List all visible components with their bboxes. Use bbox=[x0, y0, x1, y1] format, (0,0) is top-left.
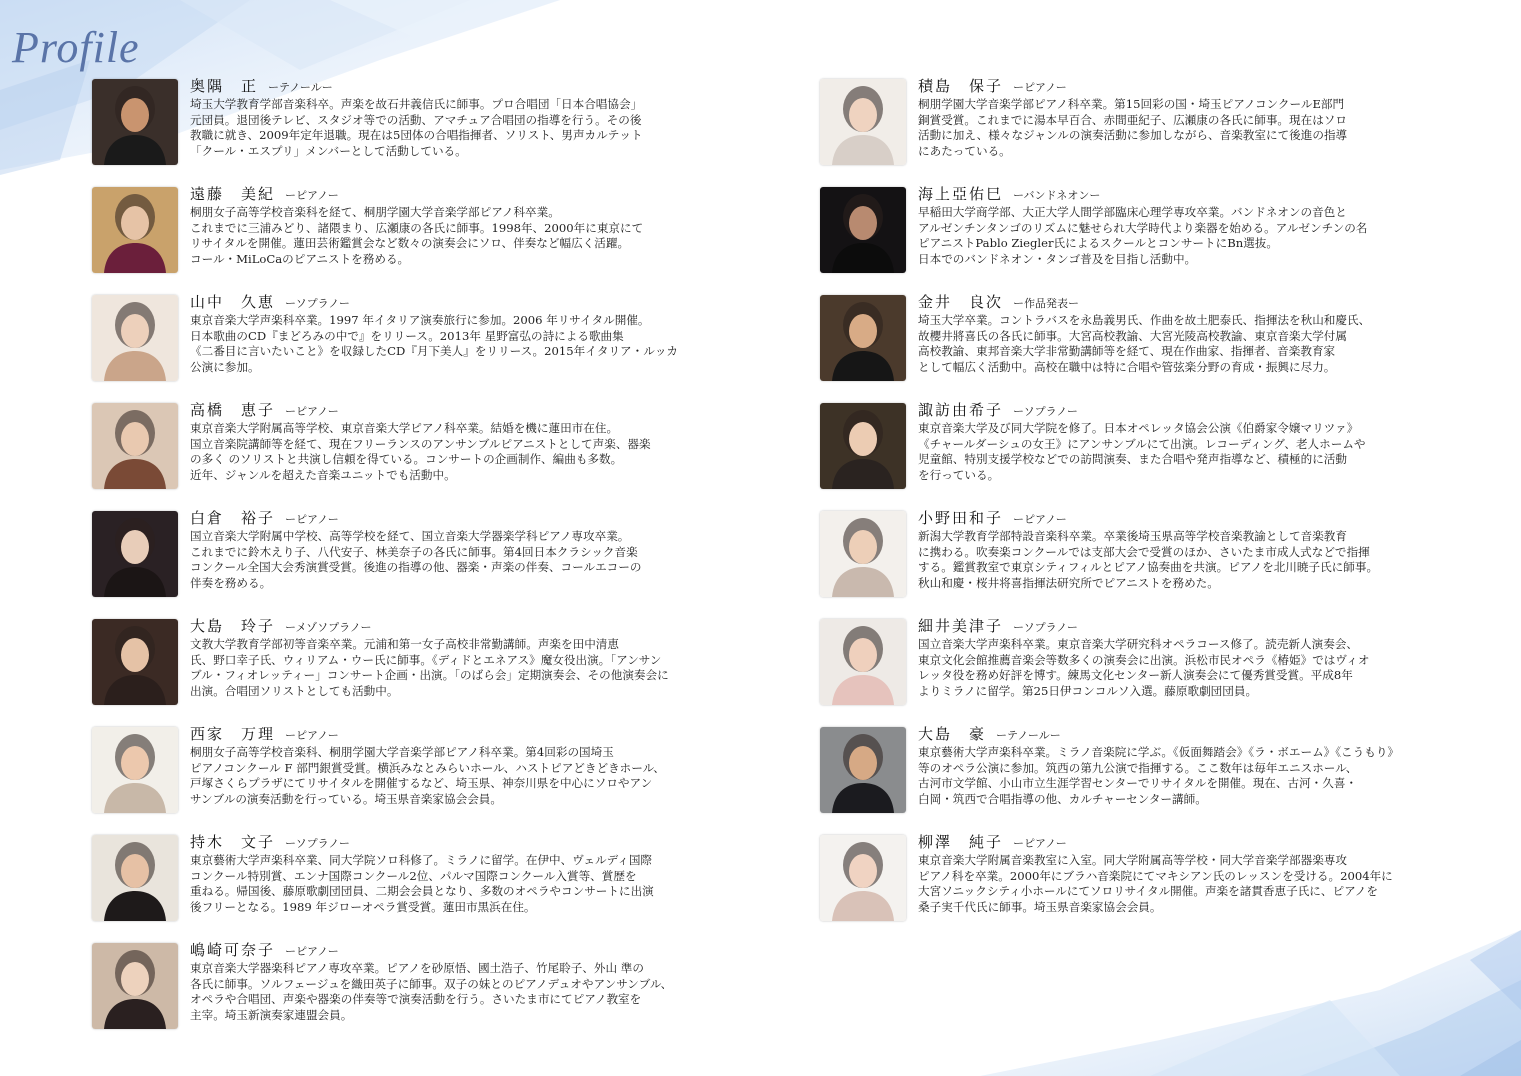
name-line bbox=[190, 615, 762, 637]
performer-name: 遠藤 美紀 bbox=[190, 185, 276, 203]
portrait-photo bbox=[92, 943, 178, 1029]
biography-line: アルゼンチンタンゴのリズムに魅せられ大学時代より楽器を始める。アルゼンチンの名 bbox=[918, 220, 1368, 235]
biography-line: 早稲田大学商学部、大正大学人間学部臨床心理学専攻卒業。バンドネオンの音色と bbox=[918, 205, 1347, 219]
performer-name: 高橋 恵子 bbox=[190, 401, 276, 419]
biography-line: 児童館、特別支援学校などでの訪問演奏、また合唱や発声指導など、積極的に活動 bbox=[918, 452, 1347, 466]
profile-info bbox=[918, 75, 1490, 159]
performer-role: ーピアノー bbox=[1013, 837, 1067, 850]
profile-card bbox=[92, 187, 762, 295]
portrait-photo bbox=[92, 403, 178, 489]
profile-card bbox=[92, 403, 762, 511]
performer-name: 積島 保子 bbox=[918, 77, 1004, 95]
biography-line: ピアノコンクール F 部門銀賞受賞。横浜みなとみらいホール、ハストピアどきどきホール、 bbox=[190, 760, 665, 775]
biography bbox=[918, 637, 1490, 699]
profile-info bbox=[918, 723, 1490, 807]
profile-info bbox=[190, 75, 762, 159]
portrait-photo bbox=[820, 187, 906, 273]
biography-line: 東京音楽大学器楽科ピアノ専攻卒業。ピアノを砂原悟、國土浩子、竹尾聆子、外山 準の bbox=[190, 961, 644, 975]
performer-name: 白倉 裕子 bbox=[190, 509, 276, 527]
profile-card bbox=[820, 187, 1490, 295]
biography-line: に携わる。吹奏楽コンクールでは支部大会で受賞のほか、さいたま市成人式などで指揮 bbox=[918, 544, 1370, 559]
profile-card bbox=[92, 511, 762, 619]
performer-name: 山中 久恵 bbox=[190, 293, 276, 311]
profile-info bbox=[190, 507, 762, 591]
biography-line: コンクール全国大会秀演賞受賞。後進の指導の他、器楽・声楽の伴奏、コールエコーの bbox=[190, 560, 642, 574]
biography-line: 東京音楽大学附属音楽教室に入室。同大学附属高等学校・同大学音楽学部器楽専攻 bbox=[918, 853, 1347, 867]
biography-line: リサイタルを開催。蓮田芸術鑑賞会など数々の演奏会にソロ、伴奏など幅広く活躍。 bbox=[190, 236, 630, 250]
biography-line: 桐朋女子高等学校音楽科、桐朋学園大学音楽学部ピアノ科卒業。第4回彩の国埼玉 bbox=[190, 745, 614, 759]
biography bbox=[190, 313, 762, 375]
profile-info bbox=[190, 183, 762, 267]
biography-line: 活動に加え、様々なジャンルの演奏活動に参加しながら、音楽教室にて後進の指導 bbox=[918, 128, 1348, 142]
name-line bbox=[918, 399, 1490, 421]
profile-card bbox=[820, 403, 1490, 511]
biography-line: 氏、野口幸子氏、ウィリアム・ウー氏に師事。《ディドとエネアス》魔女役出演。「アンサン bbox=[190, 652, 662, 667]
biography bbox=[190, 961, 762, 1023]
biography-line: として幅広く活動中。高校在職中は特に合唱や管弦楽分野の育成・振興に尽力。 bbox=[918, 359, 1336, 374]
biography-line: 国立音楽大学附属中学校、高等学校を経て、国立音楽大学器楽学科ピアノ専攻卒業。 bbox=[190, 529, 630, 543]
biography-line: サンブルの演奏活動を行っている。埼玉県音楽家協会会員。 bbox=[190, 791, 502, 806]
biography-line: 《二番目に言いたいこと》を収録したCD『月下美人』をリリース。2015年イタリア・ルッカ bbox=[190, 344, 679, 358]
profile-info bbox=[918, 399, 1490, 483]
name-line bbox=[190, 831, 762, 853]
biography bbox=[918, 853, 1490, 915]
performer-role: ーピアノー bbox=[285, 405, 339, 418]
portrait-photo bbox=[92, 79, 178, 165]
biography-line: 等のオペラ公演に参加。筑西の第九公演で指揮する。ここ数年は毎年エニスホール、 bbox=[918, 760, 1358, 775]
biography-line: 国立音楽大学声楽科卒業。東京音楽大学研究科オペラコース修了。読売新人演奏会、 bbox=[918, 637, 1358, 651]
biography-line: 桐朋学園大学音楽学部ピアノ科卒業。第15回彩の国・埼玉ピアノコンクールE部門 bbox=[918, 97, 1345, 111]
biography-line: 故櫻井將喜氏の各氏に師事。大宮高校教諭、大宮光陵高校教諭、東京音楽大学付属 bbox=[918, 328, 1347, 343]
biography-line: 戸塚さくらプラザにてリサイタルを開催するなど、埼玉県、神奈川県を中心にソロやアン bbox=[190, 776, 653, 790]
biography-line: 元団員。退団後テレビ、スタジオ等での活動、アマチュア合唱団の指導を行う。その後 bbox=[190, 112, 642, 127]
biography-line: 教職に就き、2009年定年退職。現在は5団体の合唱指揮者、ソリスト、男声カルテット bbox=[190, 128, 643, 142]
biography-line: ピアニストPablo Ziegler氏によるスクールとコンサートにBn選抜。 bbox=[918, 236, 1278, 250]
name-line bbox=[918, 507, 1490, 529]
biography-line: よりミラノに留学。第25日伊コンコルソ入選。藤原歌劇団団員。 bbox=[918, 683, 1258, 698]
name-line bbox=[918, 723, 1490, 745]
performer-name: 奥隅 正 bbox=[190, 77, 259, 95]
portrait-photo bbox=[92, 835, 178, 921]
performer-role: ーソプラノー bbox=[1013, 621, 1078, 634]
biography-line: 東京藝術大学声楽科卒業、同大学院ソロ科修了。ミラノに留学。在伊中、ヴェルディ国際 bbox=[190, 853, 653, 867]
biography-line: の多く のソリストと共演し信頼を得ている。コンサートの企画制作、編曲も多数。 bbox=[190, 452, 623, 466]
performer-name: 嶋崎可奈子 bbox=[190, 941, 276, 959]
biography-line: これまでに鈴木えり子、八代安子、林美奈子の各氏に師事。第4回日本クラシック音楽 bbox=[190, 544, 638, 559]
biography bbox=[190, 853, 762, 915]
profile-card bbox=[820, 511, 1490, 619]
biography-line: 東京音楽大学附属高等学校、東京音楽大学ピアノ科卒業。結婚を機に蓮田市在住。 bbox=[190, 421, 619, 435]
biography bbox=[190, 421, 762, 483]
profile-info bbox=[190, 939, 762, 1023]
biography bbox=[918, 421, 1490, 483]
left-profile-column bbox=[92, 79, 762, 1051]
name-line bbox=[190, 723, 762, 745]
biography-line: 各氏に師事。ソルフェージュを織田英子に師事。双子の妹とのピアノデュオやアンサンブル、 bbox=[190, 976, 673, 991]
portrait-photo bbox=[92, 511, 178, 597]
name-line bbox=[918, 183, 1490, 205]
page-heading: Profile bbox=[12, 23, 140, 72]
portrait-photo bbox=[820, 727, 906, 813]
name-line bbox=[190, 183, 762, 205]
profile-card bbox=[92, 835, 762, 943]
profile-card bbox=[92, 295, 762, 403]
performer-name: 西家 万理 bbox=[190, 725, 276, 743]
performer-role: ーテノールー bbox=[996, 729, 1061, 742]
biography-line: ピアノ科を卒業。2000年にブラハ音楽院にてマキシアン氏のレッスンを受ける。2004年に bbox=[918, 868, 1393, 883]
name-line bbox=[918, 291, 1490, 313]
name-line bbox=[190, 399, 762, 421]
performer-role: ーソプラノー bbox=[1013, 405, 1078, 418]
biography-line: オペラや合唱団、声楽や器楽の伴奏等で演奏活動を行う。さいたま市にてピアノ教室を bbox=[190, 992, 642, 1006]
biography bbox=[190, 529, 762, 591]
name-line bbox=[190, 507, 762, 529]
portrait-photo bbox=[820, 835, 906, 921]
portrait-photo bbox=[820, 403, 906, 489]
performer-name: 小野田和子 bbox=[918, 509, 1004, 527]
performer-role: ーバンドネオンー bbox=[1013, 189, 1101, 202]
biography-line: 日本でのバンドネオン・タンゴ普及を目指し活動中。 bbox=[918, 251, 1197, 266]
biography-line: 後フリーとなる。1989 年ジローオペラ賞受賞。蓮田市黒浜在住。 bbox=[190, 899, 536, 914]
biography-line: 伴奏を務める。 bbox=[190, 575, 272, 590]
biography-line: 古河市文学館、小山市立生涯学習センターでリサイタルを開催。現在、古河・久喜・ bbox=[918, 776, 1358, 790]
biography-line: 大宮ソニックシティ小ホールにてソロリサイタル開催。声楽を諸貫香恵子氏に、ピアノを bbox=[918, 884, 1378, 898]
biography bbox=[918, 205, 1490, 267]
profile-info bbox=[190, 399, 762, 483]
profile-card bbox=[820, 835, 1490, 943]
performer-role: ーピアノー bbox=[285, 189, 339, 202]
portrait-photo bbox=[820, 511, 906, 597]
biography-line: 《チャールダーシュの女王》にアンサンブルにて出演。レコーディング、老人ホームや bbox=[918, 436, 1366, 451]
biography-line: 「クール・エスプリ」メンバーとして活動している。 bbox=[190, 143, 467, 158]
biography-line: レッタ役を務め好評を博す。練馬文化センター新人演奏会にて優秀賞受賞。平成8年 bbox=[918, 668, 1353, 682]
biography bbox=[190, 637, 762, 699]
profile-info bbox=[190, 831, 762, 915]
performer-name: 細井美津子 bbox=[918, 617, 1004, 635]
biography-line: 埼玉大学卒業。コントラバスを永島義男氏、作曲を故土肥泰氏、指揮法を秋山和慶氏、 bbox=[918, 313, 1371, 327]
performer-name: 大島 玲子 bbox=[190, 617, 276, 635]
biography bbox=[918, 745, 1490, 807]
biography-line: を行っている。 bbox=[918, 467, 1000, 482]
biography-line: 公演に参加。 bbox=[190, 359, 260, 374]
biography-line: にあたっている。 bbox=[918, 143, 1011, 158]
biography-line: 桑子実千代氏に師事。埼玉県音楽家協会会員。 bbox=[918, 899, 1162, 914]
biography bbox=[918, 313, 1490, 375]
biography-line: ブル・フィオレッティー」コンサート企画・出演。「のばら会」定期演奏会、その他演奏会に bbox=[190, 668, 669, 682]
profile-info bbox=[918, 831, 1490, 915]
profile-card bbox=[92, 727, 762, 835]
performer-role: ーピアノー bbox=[285, 945, 339, 958]
profile-info bbox=[190, 615, 762, 699]
profile-info bbox=[918, 183, 1490, 267]
right-profile-column bbox=[820, 79, 1490, 943]
profile-card bbox=[92, 943, 762, 1051]
biography-line: 出演。合唱団ソリストとしても活動中。 bbox=[190, 683, 399, 698]
profile-info bbox=[918, 615, 1490, 699]
biography-line: 東京音楽大学及び同大学院を修了。日本オペレッタ協会公演《伯爵家令嬢マリツァ》 bbox=[918, 421, 1359, 435]
biography bbox=[190, 745, 762, 807]
profile-info bbox=[190, 723, 762, 807]
portrait-photo bbox=[92, 727, 178, 813]
biography-line: 新潟大学教育学部特設音楽科卒業。卒業後埼玉県高等学校音楽教諭として音楽教育 bbox=[918, 529, 1347, 543]
profile-info bbox=[190, 291, 762, 375]
performer-role: ーソプラノー bbox=[285, 297, 350, 310]
performer-role: ーソプラノー bbox=[285, 837, 350, 850]
performer-name: 持木 文子 bbox=[190, 833, 276, 851]
biography-line: する。鑑賞教室で東京シティフィルとピアノ協奏曲を共演。ピアノを北川暁子氏に師事。 bbox=[918, 560, 1379, 574]
profile-card bbox=[92, 619, 762, 727]
performer-role: ーピアノー bbox=[1013, 513, 1067, 526]
performer-name: 大島 豪 bbox=[918, 725, 987, 743]
profile-card bbox=[820, 727, 1490, 835]
portrait-photo bbox=[92, 619, 178, 705]
portrait-photo bbox=[820, 295, 906, 381]
biography-line: 白岡・筑西で合唱指導の他、カルチャーセンター講師。 bbox=[918, 791, 1207, 806]
name-line bbox=[190, 75, 762, 97]
profile-card bbox=[820, 295, 1490, 403]
biography bbox=[918, 97, 1490, 159]
performer-role: ーピアノー bbox=[285, 729, 339, 742]
profile-card bbox=[820, 619, 1490, 727]
portrait-photo bbox=[92, 187, 178, 273]
biography bbox=[190, 97, 762, 159]
biography-line: 重ねる。帰国後、藤原歌劇団団員、二期会会員となり、多数のオペラやコンサートに出演 bbox=[190, 884, 654, 898]
biography-line: 文教大学教育学部初等音楽卒業。元浦和第一女子高校非常勤講師。声楽を田中清恵 bbox=[190, 637, 619, 651]
biography-line: 日本歌曲のCD『まどろみの中で』をリリース。2013年 星野富弘の詩による歌曲集 bbox=[190, 328, 624, 343]
biography bbox=[190, 205, 762, 267]
biography-line: 東京音楽大学声楽科卒業。1997 年イタリア演奏旅行に参加。2006 年リサイタル開催。 bbox=[190, 313, 650, 327]
biography-line: コンクール特別賞、エンナ国際コンクール2位、パルマ国際コンクール入賞等、賞歴を bbox=[190, 868, 637, 883]
profile-info bbox=[918, 291, 1490, 375]
biography-line: 埼玉大学教育学部音楽科卒。声楽を故石井義信氏に師事。プロ合唱団「日本合唱協会」 bbox=[190, 97, 643, 111]
name-line bbox=[918, 615, 1490, 637]
name-line bbox=[190, 291, 762, 313]
performer-role: ーピアノー bbox=[285, 513, 339, 526]
profile-card bbox=[92, 79, 762, 187]
name-line bbox=[190, 939, 762, 961]
performer-role: ーピアノー bbox=[1013, 81, 1067, 94]
biography-line: 銅賞受賞。これまでに湯本早百合、赤間亜紀子、広瀬康の各氏に師事。現在はソロ bbox=[918, 112, 1347, 127]
name-line bbox=[918, 831, 1490, 853]
portrait-photo bbox=[820, 619, 906, 705]
portrait-photo bbox=[820, 79, 906, 165]
profile-info bbox=[918, 507, 1490, 591]
performer-name: 金井 良次 bbox=[918, 293, 1004, 311]
performer-name: 海上亞佑巳 bbox=[918, 185, 1004, 203]
biography-line: 東京藝術大学声楽科卒業。ミラノ音楽院に学ぶ。《仮面舞踏会》《ラ・ボエーム》《こうもり》 bbox=[918, 745, 1400, 759]
performer-role: ー作品発表ー bbox=[1013, 297, 1080, 310]
profile-card bbox=[820, 79, 1490, 187]
biography-line: 近年、ジャンルを超えた音楽ユニットでも活動中。 bbox=[190, 467, 456, 482]
biography-line: 高校教諭、東邦音楽大学非常勤講師等を経て、現在作曲家、指揮者、音楽教育家 bbox=[918, 344, 1336, 358]
biography-line: 主宰。埼玉新演奏家連盟会員。 bbox=[190, 1007, 353, 1022]
performer-role: ーテノールー bbox=[268, 81, 333, 94]
performer-name: 柳澤 純子 bbox=[918, 833, 1004, 851]
performer-name: 諏訪由希子 bbox=[918, 401, 1004, 419]
name-line bbox=[918, 75, 1490, 97]
performer-role: ーメゾソプラノー bbox=[285, 621, 372, 634]
biography-line: コール・MiLoCaのピアニストを務める。 bbox=[190, 251, 410, 266]
biography-line: これまでに三浦みどり、諸隈まり、広瀬康の各氏に師事。1998年、2000年に東京にて bbox=[190, 220, 644, 235]
biography-line: 桐朋女子高等学校音楽科を経て、桐朋学園大学音楽学部ピアノ科卒業。 bbox=[190, 205, 560, 219]
biography bbox=[918, 529, 1490, 591]
biography-line: 秋山和慶・桜井将喜指揮法研究所でピアニストを務めた。 bbox=[918, 575, 1219, 590]
portrait-photo bbox=[92, 295, 178, 381]
biography-line: 国立音楽院講師等を経て、現在フリーランスのアンサンブルピアニストとして声楽、器楽 bbox=[190, 436, 651, 451]
biography-line: 東京文化会館推薦音楽会等数多くの演奏会に出演。浜松市民オペラ《椿姫》ではヴィオ bbox=[918, 652, 1370, 667]
